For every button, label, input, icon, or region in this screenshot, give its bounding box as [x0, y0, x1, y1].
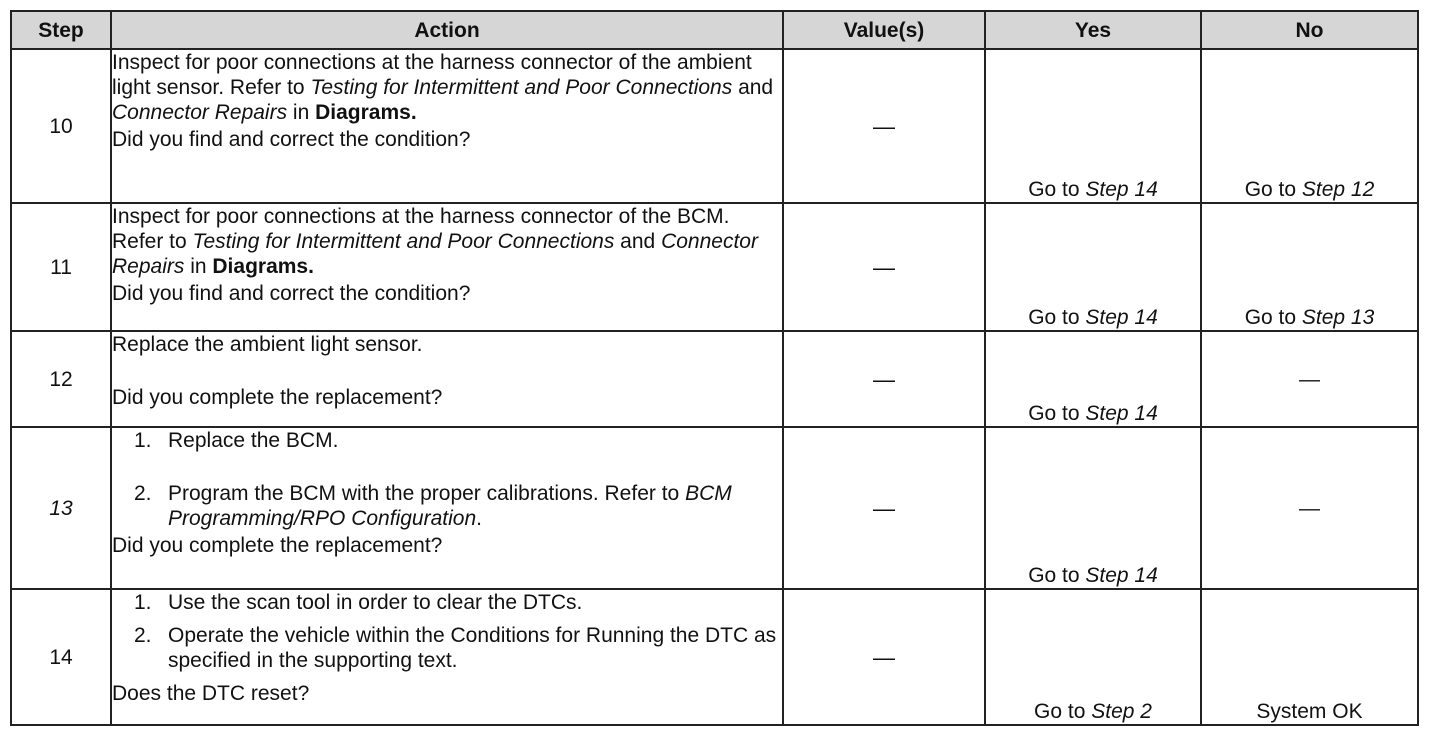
action-text: Inspect for poor connections at the harness connector of the ambient light sensor. Refer to Testing for Intermittent and Poor Connections and Connector Repairs in Diagrams.	[112, 51, 774, 124]
table-row	[11, 589, 1418, 725]
step-number: 12	[11, 331, 111, 427]
value-cell: —	[783, 203, 985, 331]
action-text: Replace the ambient light sensor.	[112, 333, 423, 356]
action-question: Did you complete the replacement?	[112, 386, 443, 409]
step-number: 10	[11, 49, 111, 203]
action-steps	[112, 590, 782, 673]
yes-cell: Go to Step 14	[985, 203, 1201, 331]
step-number: 13	[11, 427, 111, 589]
action-question: Did you find and correct the condition?	[112, 128, 471, 151]
diagnostic-table	[10, 10, 1419, 726]
header-step: Step	[11, 11, 111, 49]
step-number: 11	[11, 203, 111, 331]
action-text: Inspect for poor connections at the harness connector of the BCM. Refer to Testing for Intermittent and Poor Connections and Connector Repairs in Diagrams.	[112, 205, 758, 278]
no-cell: Go to Step 12	[1201, 49, 1418, 203]
action-steps	[112, 428, 782, 531]
header-values: Value(s)	[783, 11, 985, 49]
value-cell: —	[783, 427, 985, 589]
table-row	[11, 331, 1418, 427]
header-no: No	[1201, 11, 1418, 49]
no-cell: Go to Step 13	[1201, 203, 1418, 331]
header-row	[11, 11, 1418, 49]
header-action: Action	[111, 11, 783, 49]
yes-cell: Go to Step 14	[985, 331, 1201, 427]
action-question: Did you complete the replacement?	[112, 534, 443, 557]
yes-cell: Go to Step 14	[985, 49, 1201, 203]
table-row	[11, 427, 1418, 589]
value-cell: —	[783, 589, 985, 725]
list-item: 2. Program the BCM with the proper calibrations. Refer to BCM Programming/RPO Configuration.	[134, 482, 732, 530]
action-cell	[111, 331, 783, 427]
action-cell	[111, 49, 783, 203]
step-number: 14	[11, 589, 111, 725]
list-item: 1. Replace the BCM.	[134, 429, 339, 452]
no-cell: —	[1201, 427, 1418, 589]
action-cell	[111, 203, 783, 331]
table-row	[11, 203, 1418, 331]
no-cell: System OK	[1201, 589, 1418, 725]
yes-cell: Go to Step 14	[985, 427, 1201, 589]
list-item: 2. Operate the vehicle within the Conditions for Running the DTC as specified in the supporting text.	[134, 624, 777, 672]
value-cell: —	[783, 49, 985, 203]
action-question: Did you find and correct the condition?	[112, 282, 471, 305]
header-yes: Yes	[985, 11, 1201, 49]
no-cell: —	[1201, 331, 1418, 427]
action-question: Does the DTC reset?	[112, 682, 310, 705]
list-item: 1. Use the scan tool in order to clear the DTCs.	[134, 591, 583, 614]
yes-cell: Go to Step 2	[985, 589, 1201, 725]
action-cell	[111, 589, 783, 725]
table-row	[11, 49, 1418, 203]
value-cell: —	[783, 331, 985, 427]
action-cell	[111, 427, 783, 589]
